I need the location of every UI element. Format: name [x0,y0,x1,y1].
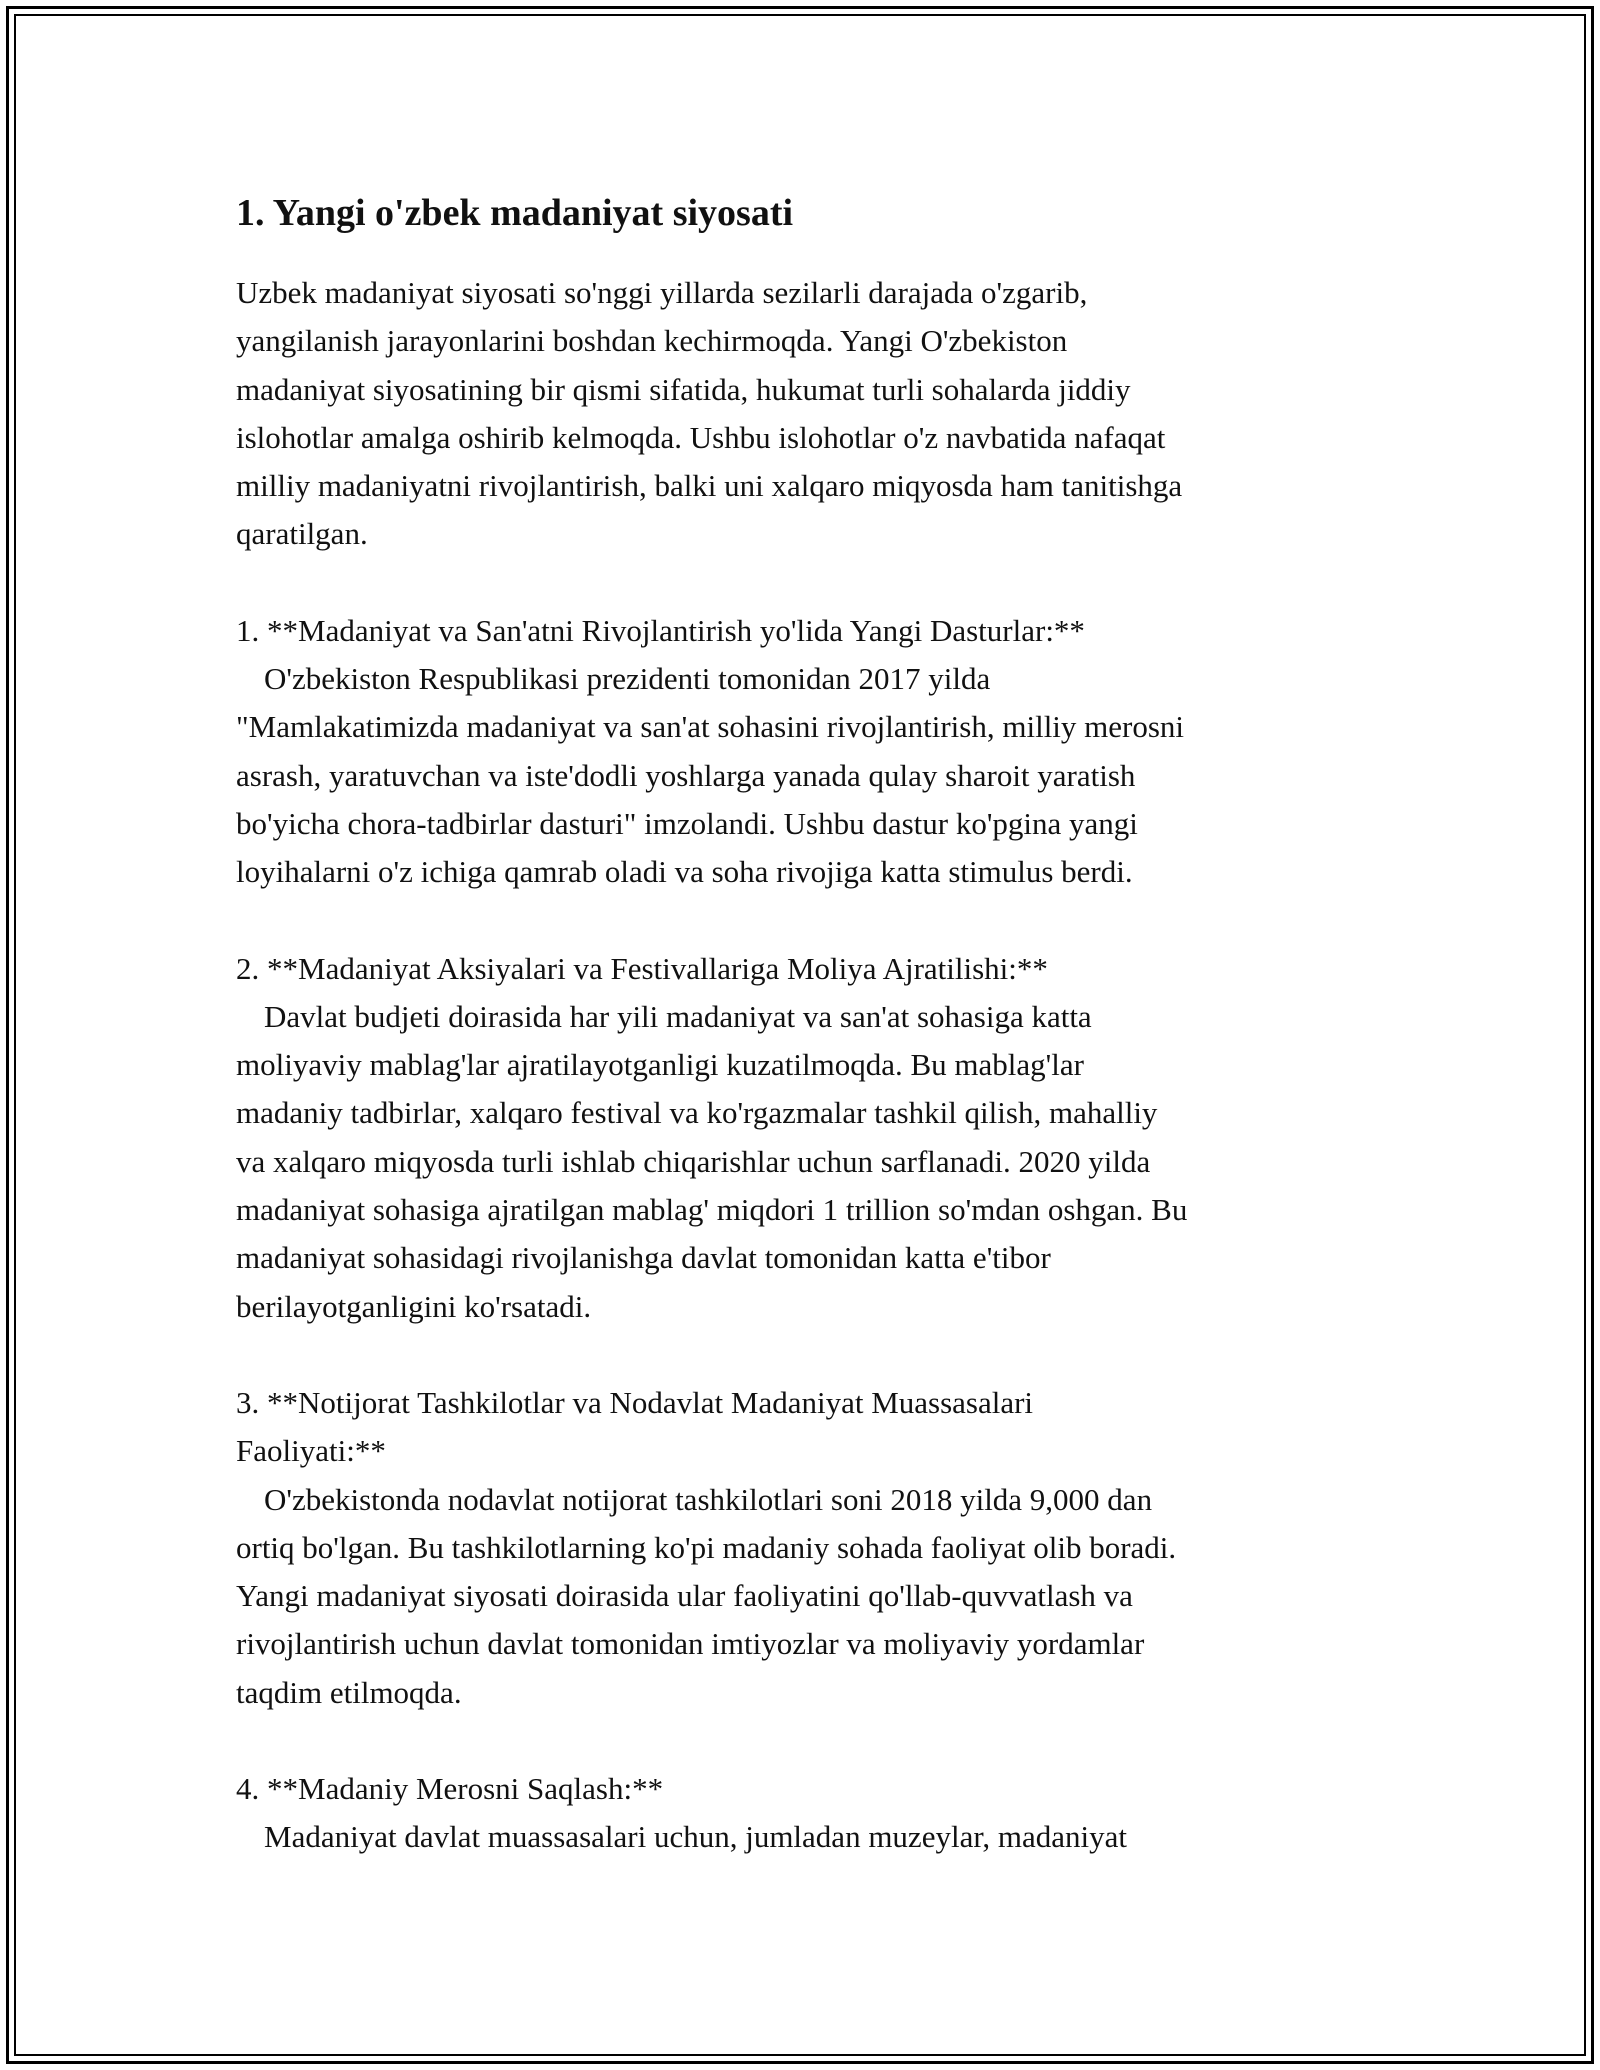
text-line: asrash, yaratuvchan va iste'dodli yoshlarga yanada qulay sharoit yaratish [236,757,1136,793]
section-title: 1. **Madaniyat va San'atni Rivojlantirish yo'lida Yangi Dasturlar:** [236,612,1085,648]
text-line: O'zbekiston Respublikasi prezidenti tomonidan 2017 yilda [264,661,991,697]
document-body [236,185,1376,1910]
section-3 [236,1379,1376,1717]
text-line: va xalqaro miqyosda turli ishlab chiqarishlar uchun sarflanadi. 2020 yilda [236,1143,1151,1179]
section-title: 2. **Madaniyat Aksiyalari va Festivallariga Moliya Ajratilishi:** [236,950,1048,986]
intro-paragraph [236,269,1376,559]
text-line: "Mamlakatimizda madaniyat va san'at sohasini rivojlantirish, milliy merosni [236,709,1185,745]
section-title: Faoliyati:** [236,1433,386,1469]
section-title: 4. **Madaniy Merosni Saqlash:** [236,1771,664,1807]
section-2 [236,945,1376,1331]
text-line: Madaniyat davlat muassasalari uchun, jumladan muzeylar, madaniyat [264,1819,1128,1855]
text-line: yangilanish jarayonlarini boshdan kechirmoqda. Yangi O'zbekiston [236,323,1068,359]
text-line: islohotlar amalga oshirib kelmoqda. Ushbu islohotlar o'z navbatida nafaqat [236,419,1166,455]
section-1 [236,607,1376,897]
text-line: loyihalarni o'z ichiga qamrab oladi va soha rivojiga katta stimulus berdi. [236,854,1133,890]
text-line: rivojlantirish uchun davlat tomonidan imtiyozlar va moliyaviy yordamlar [236,1626,1145,1662]
text-line: berilayotganligini ko'rsatadi. [236,1288,592,1324]
text-line: madaniyat siyosatining bir qismi sifatida, hukumat turli sohalarda jiddiy [236,371,1131,407]
text-line: Yangi madaniyat siyosati doirasida ular faoliyatini qo'llab-quvvatlash va [236,1578,1133,1614]
text-line: milliy madaniyatni rivojlantirish, balki uni xalqaro miqyosda ham tanitishga [236,468,1183,504]
text-line: moliyaviy mablag'lar ajratilayotganligi kuzatilmoqda. Bu mablag'lar [236,1047,1084,1083]
text-line: taqdim etilmoqda. [236,1674,462,1710]
text-line: madaniyat sohasiga ajratilgan mablag' miqdori 1 trillion so'mdan oshgan. Bu [236,1192,1188,1228]
document-heading: 1. Yangi o'zbek madaniyat siyosati [236,192,794,234]
text-line: madaniy tadbirlar, xalqaro festival va ko'rgazmalar tashkil qilish, mahalliy [236,1095,1158,1131]
section-title: 3. **Notijorat Tashkilotlar va Nodavlat Madaniyat Muassasalari [236,1384,1034,1420]
text-line: bo'yicha chora-tadbirlar dasturi" imzolandi. Ushbu dastur ko'pgina yangi [236,805,1138,841]
text-line: Davlat budjeti doirasida har yili madaniyat va san'at sohasiga katta [264,998,1092,1034]
section-4 [236,1765,1376,1862]
text-line: O'zbekistonda nodavlat notijorat tashkilotlari soni 2018 yilda 9,000 dan [264,1481,1153,1517]
text-line: madaniyat sohasidagi rivojlanishga davlat tomonidan katta e'tibor [236,1240,1051,1276]
text-line: qaratilgan. [236,516,368,552]
text-line: ortiq bo'lgan. Bu tashkilotlarning ko'pi madaniy sohada faoliyat olib boradi. [236,1529,1177,1565]
text-line: Uzbek madaniyat siyosati so'nggi yillarda sezilarli darajada o'zgarib, [236,275,1088,310]
